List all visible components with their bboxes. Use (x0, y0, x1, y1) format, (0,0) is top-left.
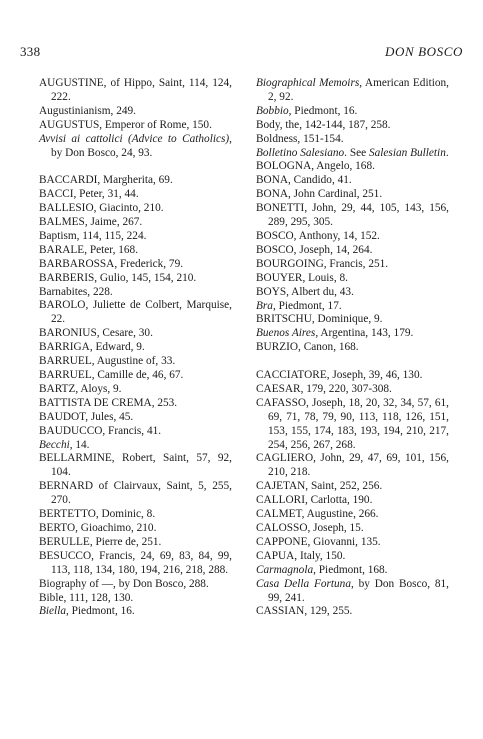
index-entry (39, 341, 232, 355)
index-entry-text: BOURGOING, Francis, 251. (256, 257, 389, 270)
index-entry-text: BURZIO, Canon, 168. (256, 341, 359, 354)
index-entry-text: BARRUEL, Camille de, 46, 67. (39, 369, 184, 382)
index-entry (39, 105, 232, 119)
index-entry-text: BACCI, Peter, 31, 44. (39, 188, 139, 201)
index-entry (256, 452, 449, 480)
index-entry-text: BATTISTA DE CREMA, 253. (39, 396, 178, 409)
index-entry (256, 480, 449, 494)
index-entry (256, 77, 449, 105)
index-entry-text: CALMET, Augustine, 266. (256, 508, 379, 521)
index-entry (256, 522, 449, 536)
index-entry-text: CAPPONE, Giovanni, 135. (256, 535, 381, 548)
index-entry (256, 605, 449, 619)
index-entry-text: Biography of —, by Don Bosco, 288. (39, 577, 209, 590)
index-entry (256, 300, 449, 314)
index-entry (256, 244, 449, 258)
index-entry (256, 119, 449, 133)
index-entry-title: Biella (39, 605, 66, 618)
index-entry-text: BARONIUS, Cesare, 30. (39, 327, 153, 340)
index-entry-text: CAESAR, 179, 220, 307-308. (256, 382, 392, 395)
index-entry-text: , American Edition, 2, 92. (268, 77, 449, 103)
index-entry (39, 592, 232, 606)
index-entry-text: AUGUSTINE, of Hippo, Saint, 114, 124, 222. (39, 77, 232, 103)
index-entry-title: Becchi (39, 438, 70, 451)
index-entry-text: . See (344, 146, 369, 159)
index-entry-text: BELLARMINE, Robert, Saint, 57, 92, 104. (39, 452, 232, 479)
index-entry-title: Bobbio (256, 104, 289, 117)
index-entry (39, 244, 232, 258)
index-entry (256, 202, 449, 230)
index-entry (39, 174, 232, 188)
index-entry (256, 508, 449, 522)
index-entry (256, 369, 449, 383)
index-column-left (39, 77, 232, 619)
index-entry-text: , by Don Bosco, 24, 93. (51, 132, 232, 159)
index-entry-text: CAJETAN, Saint, 252, 256. (256, 480, 383, 493)
index-entry-text: , Piedmont, 16. (65, 605, 135, 618)
index-entry (39, 522, 232, 536)
index-entry (256, 564, 449, 578)
index-entry-text: BERTETTO, Dominic, 8. (39, 508, 156, 521)
index-entry (256, 550, 449, 564)
index-entry-text: BALLESIO, Giacinto, 210. (39, 202, 164, 215)
index-entry (39, 216, 232, 230)
index-entry-title: Biographical Memoirs (256, 77, 360, 89)
index-entry (39, 202, 232, 216)
index-entry (39, 439, 232, 453)
index-entry (256, 160, 449, 174)
index-entry-title: Casa Della Fortuna (256, 577, 351, 590)
index-entry (39, 299, 232, 327)
index-entry (39, 355, 232, 369)
index-entry-title: Avvisi ai cattolici (Advice to Catholics) (39, 132, 230, 145)
index-entry-text: BOSCO, Anthony, 14, 152. (256, 229, 380, 242)
index-entry (256, 327, 449, 341)
index-entry (39, 425, 232, 439)
index-entry-text: BAUDOT, Jules, 45. (39, 410, 134, 423)
index-entry (256, 383, 449, 397)
index-entry (256, 494, 449, 508)
index-entry-text: BARBERIS, Gulio, 145, 154, 210. (39, 271, 197, 284)
index-entry (39, 383, 232, 397)
index-entry-text: BONETTI, John, 29, 44, 105, 143, 156, 289, 295, 305. (256, 202, 449, 229)
index-entry-text: BOLOGNA, Angelo, 168. (256, 160, 375, 173)
index-entry-text: CAFASSO, Joseph, 18, 20, 32, 34, 57, 61, 69, 71, 78, 79, 90, 113, 118, 126, 151, 153, 155, 174, 183, 193, 194, 210, 217, 254, 256, 267, 268. (256, 396, 449, 451)
index-entry-text: BOYS, Albert du, 43. (256, 285, 354, 298)
index-entry (256, 174, 449, 188)
index-entry (39, 272, 232, 286)
index-entry-text: , Argentina, 143, 179. (315, 327, 414, 340)
index-entry-text: , Piedmont, 17. (272, 299, 342, 312)
index-entry-text: CACCIATORE, Joseph, 39, 46, 130. (256, 369, 423, 382)
index-entry-text: BARBAROSSA, Frederick, 79. (39, 257, 184, 270)
index-entry-text: Body, the, 142-144, 187, 258. (256, 118, 391, 131)
index-entry-title: Bra (256, 299, 273, 312)
index-entry (39, 230, 232, 244)
index-entry-text: AUGUSTUS, Emperor of Rome, 150. (39, 118, 212, 131)
index-entry (39, 133, 232, 161)
index-entry (256, 313, 449, 327)
index-entry-title: Buenos Aires (256, 327, 316, 340)
index-entry-text: BARRUEL, Augustine of, 33. (39, 355, 176, 368)
index-entry-text: BAUDUCCO, Francis, 41. (39, 424, 162, 437)
index-entry-text: BERULLE, Pierre de, 251. (39, 535, 162, 548)
index-entry (256, 341, 449, 355)
index-entry (39, 480, 232, 508)
index-entry (256, 147, 449, 161)
index-entry-text: Boldness, 151-154. (256, 132, 344, 145)
index-entry-text: BARALE, Peter, 168. (39, 243, 139, 256)
index-entry (39, 327, 232, 341)
index-entry-text: BALMES, Jaime, 267. (39, 216, 143, 229)
running-title: DON BOSCO (385, 44, 463, 59)
index-entry (39, 258, 232, 272)
index-entry-text: BAROLO, Juliette de Colbert, Marquise, 22. (39, 299, 232, 326)
index-entry-text: BOUYER, Louis, 8. (256, 271, 348, 284)
index-entry-text: BRITSCHU, Dominique, 9. (256, 313, 383, 326)
index-entry (39, 286, 232, 300)
index-entry-text: . (445, 146, 449, 159)
index-entry-text: BERTO, Gioachimo, 210. (39, 521, 157, 534)
index-entry-text: CALOSSO, Joseph, 15. (256, 521, 364, 534)
index-entry (39, 452, 232, 480)
index-entry-text: CAGLIERO, John, 29, 47, 69, 101, 156, 210, 218. (256, 452, 449, 479)
index-entry-title: Bolletino Salesiano (256, 146, 345, 159)
index-entry (256, 286, 449, 300)
index-entry-text: BERNARD of Clairvaux, Saint, 5, 255, 270. (39, 480, 232, 507)
index-entry-title: Carmagnola (256, 563, 314, 576)
index-entry (39, 578, 232, 592)
index-entry (39, 411, 232, 425)
index-entry (39, 119, 232, 133)
index-entry (39, 188, 232, 202)
index-entry-text: , Piedmont, 16. (288, 104, 358, 117)
index-entry (39, 550, 232, 578)
index-entry-text: BONA, Candido, 41. (256, 174, 352, 187)
index-entry-text: BESUCCO, Francis, 24, 69, 83, 84, 99, 113, 118, 134, 180, 194, 216, 218, 288. (39, 549, 232, 576)
index-entry (256, 272, 449, 286)
index-entry-text: , by Don Bosco, 81, 99, 241. (268, 577, 449, 604)
index-entry-text: Bible, 111, 128, 130. (39, 591, 134, 604)
index-entry (39, 397, 232, 411)
index-entry (256, 105, 449, 119)
index-entry (256, 397, 449, 453)
index-entry (39, 605, 232, 619)
index-entry-text: BARRIGA, Edward, 9. (39, 341, 145, 354)
index-entry-text: BONA, John Cardinal, 251. (256, 188, 383, 201)
index-entry-text: BACCARDI, Margherita, 69. (39, 174, 173, 187)
index-entry-text: CALLORI, Carlotta, 190. (256, 494, 373, 507)
index-entry-text: , Piedmont, 168. (313, 563, 388, 576)
index-entry-text: Baptism, 114, 115, 224. (39, 229, 147, 242)
page-number: 338 (20, 44, 41, 59)
index-entry (256, 258, 449, 272)
index-entry-text: BOSCO, Joseph, 14, 264. (256, 243, 373, 256)
index-entry (39, 536, 232, 550)
index-entry-title: Salesian Bulletin (368, 146, 446, 159)
index-column-right (256, 77, 449, 619)
index-entry-text: CAPUA, Italy, 150. (256, 549, 346, 562)
index-entry (256, 188, 449, 202)
index-entry-text: CASSIAN, 129, 255. (256, 605, 353, 618)
index-entry-text: Augustinianism, 249. (39, 104, 136, 117)
index-entry-text: BARTZ, Aloys, 9. (39, 382, 122, 395)
index-entry (256, 578, 449, 606)
index-entry (39, 77, 232, 105)
index-entry-text: , 14. (69, 438, 90, 451)
index-entry (39, 508, 232, 522)
index-entry (39, 369, 232, 383)
index-entry (256, 230, 449, 244)
index-entry (256, 536, 449, 550)
index-entry-text: Barnabites, 228. (39, 285, 113, 298)
index-entry (256, 133, 449, 147)
